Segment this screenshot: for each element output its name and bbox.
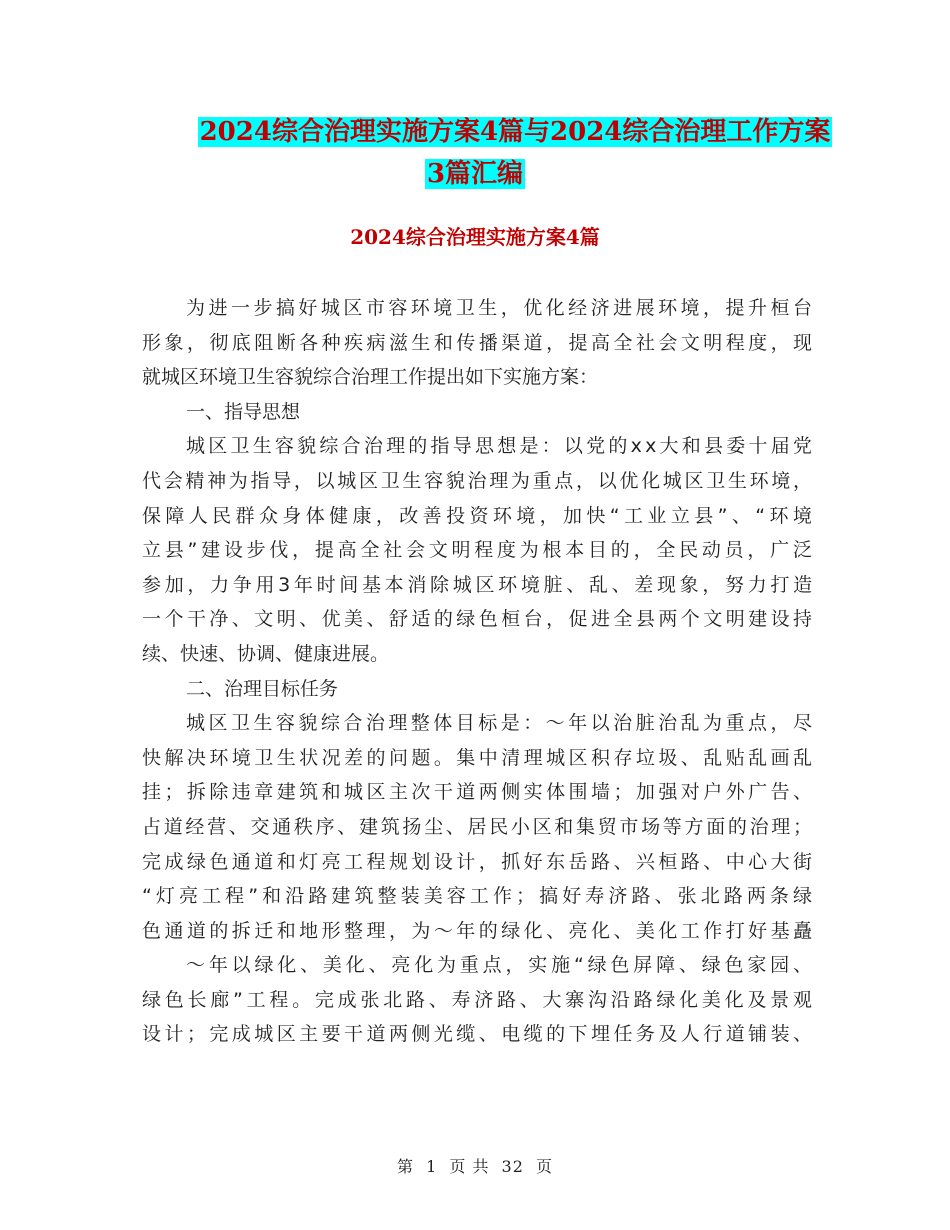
body-line: 挂；拆除违章建筑和城区主次干道两侧实体围墙；加强对户外广告、 <box>142 781 816 804</box>
body-line: 设计；完成城区主要干道两侧光缆、电缆的下埋任务及人行道铺装、 <box>142 1023 816 1046</box>
body-line: 色通道的拆迁和地形整理，为～年的绿化、亮化、美化工作打好基矗 <box>142 919 816 942</box>
body-line: 绿色长廊”工程。完成张北路、寿济路、大寨沟沿路绿化美化及景观 <box>142 988 816 1011</box>
body-line: 一个干净、文明、优美、舒适的绿色桓台，促进全县两个文明建设持 <box>142 608 816 631</box>
body-line: 立县”建设步伐，提高全社会文明程度为根本目的，全民动员，广泛 <box>142 539 816 562</box>
body-line: 为进一步搞好城区市容环境卫生，优化经济进展环境，提升桓台 <box>186 297 816 319</box>
footer-prefix: 第 <box>396 1157 414 1176</box>
body-line: 占道经营、交通秩序、建筑扬尘、居民小区和集贸市场等方面的治理； <box>142 815 815 838</box>
body-text <box>142 291 817 1052</box>
footer-total-pages: 32 <box>501 1157 524 1176</box>
document-title-line-1 <box>40 111 950 153</box>
body-line: 参加，力争用3年时间基本消除城区环境脏、乱、差现象，努力打造 <box>142 573 816 596</box>
body-line: “灯亮工程”和沿路建筑整装美容工作；搞好寿济路、张北路两条绿 <box>142 885 817 908</box>
footer-suffix: 页 <box>536 1157 554 1176</box>
section-title: 2024综合治理实施方案4篇 <box>350 225 600 249</box>
footer-middle: 页 共 <box>449 1157 490 1176</box>
body-line: 代会精神为指导，以城区卫生容貌治理为重点，以优化城区卫生环境， <box>142 469 815 492</box>
body-line: 一、指导思想 <box>186 400 301 423</box>
body-line: 就城区环境卫生容貌综合治理工作提出如下实施方案： <box>142 366 599 389</box>
body-line: ～年以绿化、美化、亮化为重点，实施“绿色屏障、绿色家园、 <box>186 954 816 977</box>
document-title-highlight-2: 3篇汇编 <box>426 159 524 189</box>
footer-page-number: 1 <box>426 1157 438 1176</box>
body-line: 续、快速、协调、健康进展。 <box>142 642 390 665</box>
document-title-line-2 <box>0 153 950 195</box>
body-line: 二、治理目标任务 <box>186 677 339 700</box>
body-line: 完成绿色通道和灯亮工程规划设计，抓好东岳路、兴桓路、中心大街 <box>142 850 816 873</box>
body-line: 城区卫生容貌综合治理整体目标是：～年以治脏治乱为重点，尽 <box>186 712 816 735</box>
document-title-highlight-1: 2024综合治理实施方案4篇与2024综合治理工作方案 <box>199 117 831 147</box>
body-line: 城区卫生容貌综合治理的指导思想是：以党的xx大和县委十届党 <box>186 435 816 458</box>
body-line: 形象，彻底阻断各种疾病滋生和传播渠道，提高全社会文明程度，现 <box>142 331 816 354</box>
page-footer <box>0 1154 950 1177</box>
body-line: 保障人民群众身体健康，改善投资环境，加快“工业立县”、“环境 <box>142 504 817 527</box>
body-line: 快解决环境卫生状况差的问题。集中清理城区积存垃圾、乱贴乱画乱 <box>142 746 816 769</box>
